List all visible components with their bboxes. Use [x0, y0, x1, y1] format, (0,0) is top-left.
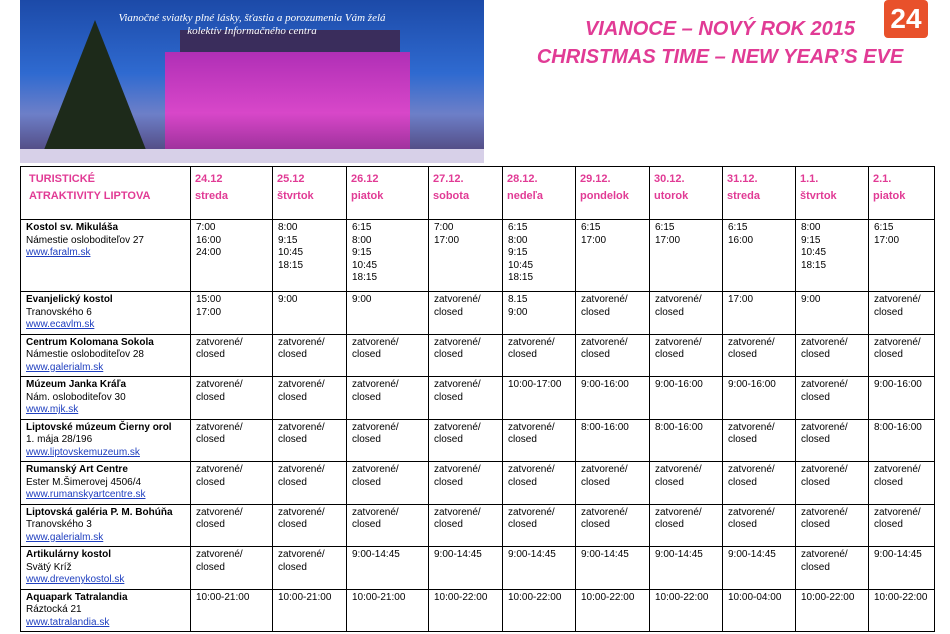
table-row [21, 547, 935, 590]
schedule-cell: zatvorené/ closed [796, 504, 869, 547]
attraction-website-link[interactable]: www.galerialm.sk [26, 361, 104, 373]
schedule-cell: 10:00-04:00 [723, 589, 796, 632]
header-day [869, 167, 935, 220]
table-row [21, 377, 935, 420]
schedule-cell: 10:00-22:00 [429, 589, 503, 632]
header-weekday: štvrtok [800, 190, 837, 202]
attraction-address: 1. mája 28/196 [26, 434, 93, 445]
attraction-cell [21, 220, 191, 292]
schedule-cell: zatvorené/ closed [429, 292, 503, 335]
schedule-cell: zatvorené/ closed [273, 419, 347, 462]
lit-building [165, 52, 410, 163]
attraction-name: Artikulárny kostol [26, 549, 112, 560]
schedule-cell: 9:00-14:45 [503, 547, 576, 590]
schedule-cell: zatvorené/ closed [650, 334, 723, 377]
schedule-cell: zatvorené/ closed [429, 462, 503, 505]
header-weekday: sobota [433, 190, 470, 202]
header-weekday: pondelok [580, 190, 629, 202]
schedule-table [20, 166, 935, 632]
attraction-name: Kostol sv. Mikuláša [26, 222, 119, 233]
schedule-cell: 15:00 17:00 [191, 292, 273, 335]
header-weekday: štvrtok [277, 190, 314, 202]
schedule-cell: zatvorené/ closed [273, 504, 347, 547]
schedule-cell: 8:00-16:00 [650, 419, 723, 462]
table-row [21, 292, 935, 335]
schedule-cell: zatvorené/ closed [191, 547, 273, 590]
schedule-cell: 9:00-16:00 [869, 377, 935, 420]
title-line2: CHRISTMAS TIME – NEW YEAR’S EVE [536, 46, 904, 68]
schedule-cell: zatvorené/ closed [869, 462, 935, 505]
header-first-line2: ATRAKTIVITY LIPTOVA [29, 190, 151, 202]
schedule-cell: 10:00-22:00 [796, 589, 869, 632]
schedule-cell: zatvorené/ closed [576, 504, 650, 547]
schedule-cell: zatvorené/ closed [347, 334, 429, 377]
schedule-cell: 6:15 8:00 9:15 10:45 18:15 [503, 220, 576, 292]
header-day [796, 167, 869, 220]
schedule-cell: 10:00-21:00 [273, 589, 347, 632]
header-date: 25.12 [277, 173, 305, 185]
attraction-website-link[interactable]: www.faralm.sk [26, 247, 91, 258]
schedule-cell: 10:00-22:00 [650, 589, 723, 632]
attraction-address: Ráztocká 21 [26, 604, 82, 615]
schedule-cell: zatvorené/ closed [273, 462, 347, 505]
schedule-cell: 6:15 8:00 9:15 10:45 18:15 [347, 220, 429, 292]
table-row [21, 220, 935, 292]
attraction-cell [21, 589, 191, 632]
schedule-cell: 9:00-14:45 [576, 547, 650, 590]
header-weekday: streda [727, 190, 761, 202]
schedule-cell: zatvorené/ closed [429, 377, 503, 420]
attraction-address: Svätý Kríž [26, 561, 72, 573]
header-weekday: utorok [654, 190, 689, 202]
header-day [503, 167, 576, 220]
schedule-cell: 10:00-21:00 [347, 589, 429, 632]
schedule-cell: zatvorené/ closed [650, 504, 723, 547]
attraction-cell [21, 462, 191, 505]
schedule-cell: 9:00-16:00 [576, 377, 650, 420]
schedule-cell: 9:00 [796, 292, 869, 335]
attraction-website-link[interactable]: www.ecavlm.sk [26, 319, 95, 330]
table-body [21, 220, 935, 632]
attraction-name: Liptovská galéria P. M. Bohúňa [26, 506, 173, 518]
header-day [273, 167, 347, 220]
schedule-cell: 6:15 17:00 [650, 220, 723, 292]
header-day [650, 167, 723, 220]
header-date: 28.12. [507, 173, 538, 185]
schedule-cell: 9:00-14:45 [723, 547, 796, 590]
schedule-cell: zatvorené/ closed [429, 334, 503, 377]
attraction-cell [21, 547, 191, 590]
attraction-address: Nám. osloboditeľov 30 [26, 391, 126, 403]
schedule-cell: 10:00-21:00 [191, 589, 273, 632]
schedule-cell: zatvorené/ closed [869, 292, 935, 335]
attraction-address: Námestie osloboditeľov 27 [26, 234, 144, 246]
attraction-website-link[interactable]: www.rumanskyartcentre.sk [26, 489, 146, 500]
attraction-website-link[interactable]: www.tatralandia.sk [26, 616, 110, 628]
attraction-address: Tranovského 6 [26, 306, 92, 318]
schedule-cell: zatvorené/ closed [503, 462, 576, 505]
schedule-cell: 9:00-16:00 [650, 377, 723, 420]
schedule-cell: zatvorené/ closed [796, 334, 869, 377]
schedule-cell: zatvorené/ closed [273, 547, 347, 590]
schedule-cell: zatvorené/ closed [869, 334, 935, 377]
schedule-cell: zatvorené/ closed [191, 462, 273, 505]
attraction-website-link[interactable]: www.mjk.sk [26, 404, 79, 415]
snow-ground [20, 149, 484, 163]
schedule-cell: zatvorené/ closed [796, 377, 869, 420]
attraction-cell [21, 419, 191, 462]
schedule-cell: 9:00 [347, 292, 429, 335]
attraction-address: Námestie osloboditeľov 28 [26, 349, 144, 360]
schedule-cell: zatvorené/ closed [347, 462, 429, 505]
schedule-cell: zatvorené/ closed [650, 292, 723, 335]
schedule-cell: zatvorené/ closed [191, 377, 273, 420]
attraction-cell [21, 504, 191, 547]
banner-caption-line2: kolektív Informačného centra [187, 25, 317, 37]
header-weekday: piatok [873, 190, 906, 202]
attraction-name: Aquapark Tatralandia [26, 591, 128, 603]
schedule-cell: zatvorené/ closed [347, 377, 429, 420]
header-day [191, 167, 273, 220]
attraction-website-link[interactable]: www.drevenykostol.sk [26, 574, 125, 585]
schedule-cell: 6:15 17:00 [869, 220, 935, 292]
attraction-name: Liptovské múzeum Čierny orol [26, 421, 172, 433]
schedule-cell: zatvorené/ closed [723, 419, 796, 462]
schedule-cell: 6:15 16:00 [723, 220, 796, 292]
schedule-cell: zatvorené/ closed [503, 419, 576, 462]
banner-caption-line1: Vianočné sviatky plné lásky, šťastia a porozumenia Vám želá [118, 12, 386, 24]
attraction-website-link[interactable]: www.galerialm.sk [26, 531, 104, 543]
schedule-cell: 10:00-22:00 [869, 589, 935, 632]
schedule-cell: 10:00-22:00 [576, 589, 650, 632]
attraction-cell [21, 377, 191, 420]
schedule-cell: zatvorené/ closed [723, 334, 796, 377]
header-day [429, 167, 503, 220]
attraction-cell [21, 334, 191, 377]
attraction-address: Tranovského 3 [26, 519, 92, 530]
header-weekday: nedeľa [507, 190, 544, 202]
schedule-cell: 9:00-14:45 [347, 547, 429, 590]
schedule-cell: 10:00-22:00 [503, 589, 576, 632]
header-date: 24.12 [195, 173, 223, 185]
schedule-cell: 9:00 [273, 292, 347, 335]
header-date: 27.12. [433, 173, 464, 185]
attraction-name: Múzeum Janka Kráľa [26, 379, 126, 390]
attraction-address: Ester M.Šimerovej 4506/4 [26, 476, 142, 488]
table-row [21, 589, 935, 632]
header-date: 2.1. [873, 173, 892, 185]
table-row [21, 419, 935, 462]
header-date: 30.12. [654, 173, 685, 185]
schedule-cell: 9:00-14:45 [650, 547, 723, 590]
schedule-cell: zatvorené/ closed [191, 504, 273, 547]
schedule-cell: 8:00-16:00 [869, 419, 935, 462]
attraction-cell [21, 292, 191, 335]
schedule-cell: 8:00 9:15 10:45 18:15 [796, 220, 869, 292]
header-row [21, 167, 935, 220]
schedule-cell: zatvorené/ closed [191, 334, 273, 377]
schedule-cell: zatvorené/ closed [429, 504, 503, 547]
schedule-cell: zatvorené/ closed [347, 504, 429, 547]
table-row [21, 462, 935, 505]
banner-caption [20, 12, 484, 38]
header-day [723, 167, 796, 220]
header-first [21, 167, 191, 220]
title-line1: VIANOCE – NOVÝ ROK 2015 [584, 18, 856, 40]
schedule-cell: zatvorené/ closed [796, 419, 869, 462]
header-weekday: streda [195, 190, 229, 202]
schedule-cell: zatvorené/ closed [576, 334, 650, 377]
schedule-cell: 8.15 9:00 [503, 292, 576, 335]
header-first-line1: TURISTICKÉ [29, 173, 95, 185]
attraction-name: Evanjelický kostol [26, 294, 113, 305]
attraction-name: Centrum Kolomana Sokola [26, 336, 154, 348]
attraction-name: Rumanský Art Centre [26, 464, 128, 475]
schedule-cell: zatvorené/ closed [796, 547, 869, 590]
christmas-tree [40, 20, 150, 160]
schedule-cell: zatvorené/ closed [869, 504, 935, 547]
header-day [347, 167, 429, 220]
header-day [576, 167, 650, 220]
schedule-cell: zatvorené/ closed [650, 462, 723, 505]
logo-24: 24 [884, 0, 928, 38]
schedule-cell: zatvorené/ closed [503, 334, 576, 377]
attraction-website-link[interactable]: www.liptovskemuzeum.sk [26, 446, 140, 458]
schedule-cell: 17:00 [723, 292, 796, 335]
schedule-cell: 9:00-16:00 [723, 377, 796, 420]
header-date: 1.1. [800, 173, 819, 185]
schedule-cell: zatvorené/ closed [503, 504, 576, 547]
schedule-cell: 6:15 17:00 [576, 220, 650, 292]
schedule-cell: 8:00-16:00 [576, 419, 650, 462]
schedule-cell: zatvorené/ closed [723, 462, 796, 505]
schedule-cell: 10:00-17:00 [503, 377, 576, 420]
schedule-cell: 9:00-14:45 [869, 547, 935, 590]
table-row [21, 334, 935, 377]
banner-photo [20, 0, 484, 163]
schedule-cell: zatvorené/ closed [429, 419, 503, 462]
schedule-cell: zatvorené/ closed [347, 419, 429, 462]
schedule-cell: zatvorené/ closed [796, 462, 869, 505]
schedule-cell: 7:00 17:00 [429, 220, 503, 292]
schedule-cell: zatvorené/ closed [273, 377, 347, 420]
schedule-cell: zatvorené/ closed [273, 334, 347, 377]
header-date: 31.12. [727, 173, 758, 185]
header-weekday: piatok [351, 190, 384, 202]
schedule-cell: 7:00 16:00 24:00 [191, 220, 273, 292]
header-date: 26.12 [351, 173, 379, 185]
schedule-cell: zatvorené/ closed [191, 419, 273, 462]
schedule-cell: 9:00-14:45 [429, 547, 503, 590]
schedule-cell: zatvorené/ closed [576, 462, 650, 505]
table-row [21, 504, 935, 547]
schedule-cell: zatvorené/ closed [576, 292, 650, 335]
schedule-cell: zatvorené/ closed [723, 504, 796, 547]
header-date: 29.12. [580, 173, 611, 185]
schedule-cell: 8:00 9:15 10:45 18:15 [273, 220, 347, 292]
